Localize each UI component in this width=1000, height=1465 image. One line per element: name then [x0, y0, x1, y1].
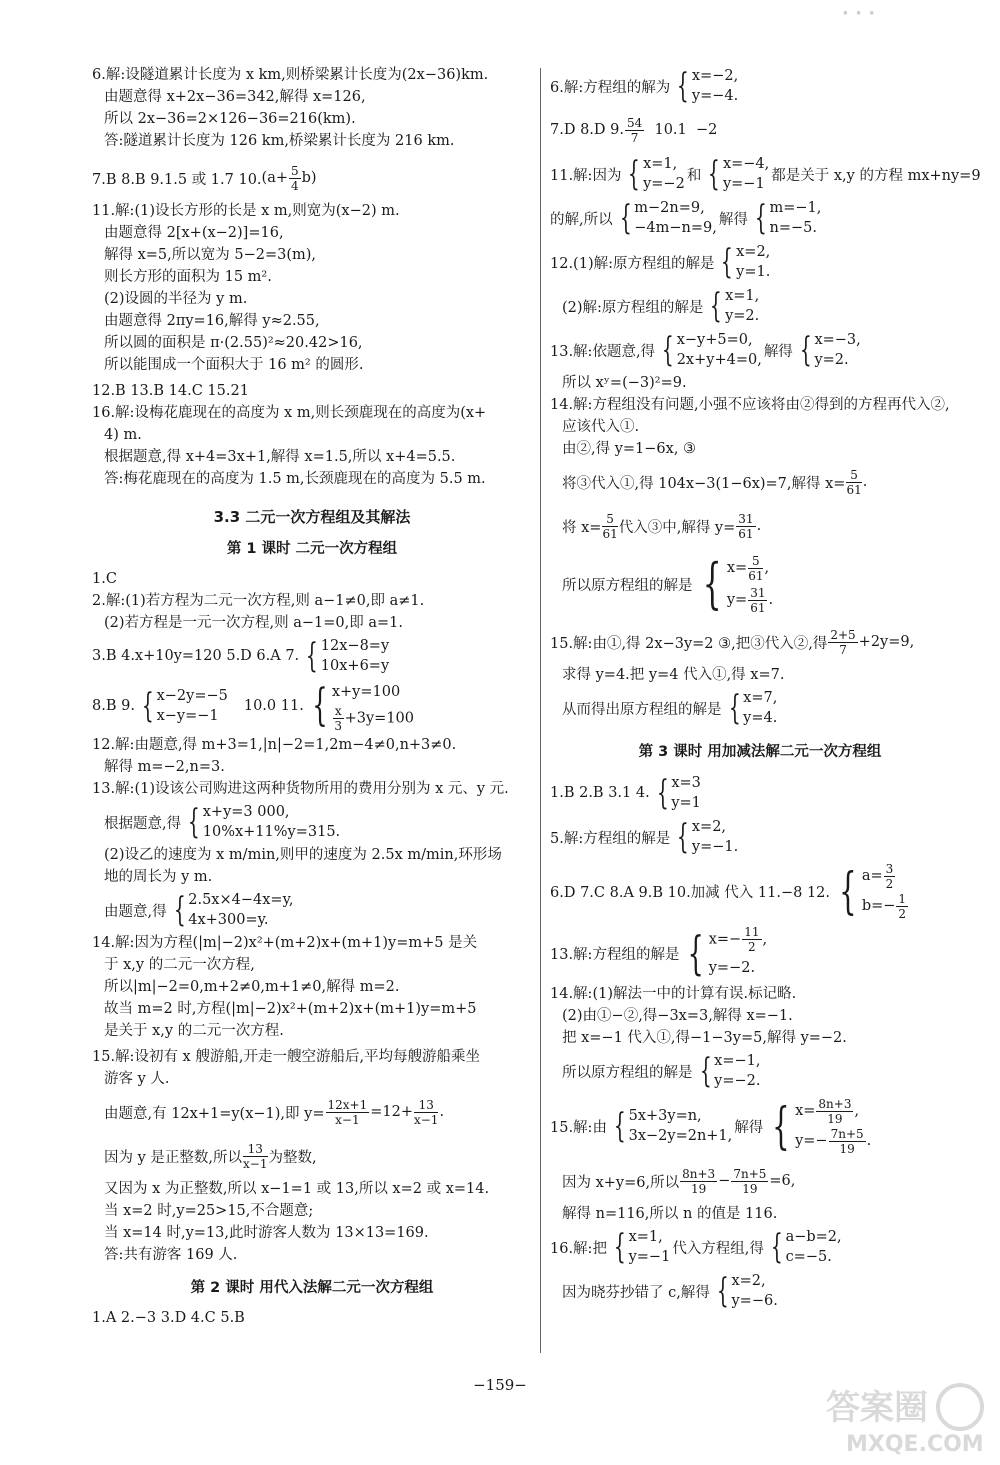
text-row [550, 548, 970, 620]
answer-1-4 [550, 771, 970, 815]
text-row [550, 196, 970, 240]
answer-13: 13.解:(1)设该公司购进这两种货物所用的费用分别为 x 元、y 元. [92, 781, 509, 797]
text-line: 根据题意,得 x+4=3x+1,解得 x=1.5,所以 x+4=5.5. [104, 449, 456, 465]
equation-system: { m=−1, n=−5. [754, 198, 822, 238]
eq-line: x=1, [725, 288, 760, 304]
frac-den: 3 [334, 718, 343, 733]
text-line: 把 x=−1 代入①,得−1−3y=5,解得 y=−2. [562, 1030, 847, 1046]
fraction [326, 1098, 370, 1127]
text-span: b=− [861, 898, 896, 914]
eq-line: y=−1 [628, 1249, 671, 1265]
frac-num: 31 [750, 585, 766, 600]
frac-den: 61 [748, 568, 764, 583]
eq-line: x=3 [671, 775, 701, 791]
text-span: 因为晓芬抄错了 c,解得 [562, 1284, 710, 1301]
answer-11 [550, 152, 981, 196]
frac-num: 8n+3 [682, 1166, 716, 1181]
text-span: 都是关于 x,y 的方程 mx+ny=9 [771, 167, 981, 184]
answer-13 [550, 923, 970, 983]
text-span: 的解,所以 [550, 211, 613, 228]
eq-line: y=4. [743, 710, 778, 726]
text-line: 答:隧道累计长度为 126 km,桥梁累计长度为 216 km. [104, 133, 455, 149]
frac-den: 19 [827, 1111, 843, 1126]
equation-system: { x=−2, y=−4. [677, 66, 739, 106]
frac-num: 54 [626, 115, 643, 130]
equation-system: { x−y+5=0, 2x+y+4=0, [661, 330, 762, 370]
frac-den: 61 [602, 526, 618, 541]
equation-system: { a−b=2, c=−5. [770, 1227, 842, 1267]
text-span: 12.(1)解:原方程组的解是 [550, 255, 715, 272]
equation-system: { 2.5x×4−4x=y, 4x+300=y. [173, 890, 294, 930]
eq-line: n=−5. [769, 220, 817, 236]
eq-line: m−2n=9, [634, 200, 705, 216]
text-span: 3.B 4.x+10y=120 5.D 6.A 7. [92, 648, 300, 664]
text-line: 6.解:设隧道累计长度为 x km,则桥梁累计长度为(2x−36)km. [92, 67, 489, 83]
frac-den: 2 [748, 939, 756, 954]
text-span: x= [795, 1103, 816, 1119]
text-span: =6, [769, 1173, 796, 1189]
eq-line: x=−1, [714, 1053, 761, 1069]
text-line: (2)设圆的半径为 y m. [104, 291, 248, 307]
text-span: 将③代入①,得 104x−3(1−6x)=7,解得 x= [562, 475, 846, 492]
eq-line: x−y=−1 [156, 708, 219, 724]
answer-14 [92, 932, 532, 1042]
answer-11 [92, 200, 532, 376]
text-span: 因为 x+y=6,所以 [562, 1174, 680, 1191]
frac-den: 61 [750, 600, 766, 615]
text-span: 15.解:由 [550, 1119, 607, 1136]
equation-system: { x=1, y=−2 [628, 154, 685, 194]
eq-line: x=−4, [722, 156, 770, 172]
text-line: 14.解:因为方程(|m|−2)x²+(m+2)x+(m+1)y=m+5 是关 [92, 935, 478, 951]
text-span: y= [726, 592, 748, 608]
eq-line: x=2, [736, 244, 771, 260]
eq-line: x= $\frac{8n+3}{19}$ , [795, 1096, 860, 1126]
text-span: 6.解:方程组的解为 [550, 79, 671, 96]
text-span: 根据题意,得 [104, 815, 182, 832]
fraction [289, 164, 301, 193]
text-span: 5.解:方程组的解是 [550, 830, 671, 847]
answer-15 [550, 1093, 970, 1159]
text-row [92, 888, 532, 932]
eq-line: 2x+y+4=0, [676, 352, 762, 368]
eq-line: 10x+6=y [320, 658, 390, 674]
frac-num: x [334, 703, 342, 718]
text-span: 6.D 7.C 8.A 9.B 10.加减 代入 11.−8 12. [550, 884, 831, 901]
frac-den: x−1 [413, 1112, 439, 1127]
text-span: 13.解:方程组的解是 [550, 946, 680, 963]
text-row: 由题意,有 12x+1=y(x−1),即 y= $\frac{12x+1}{x-1}$ =12+ $\frac{13}{x-1}$ . [104, 1097, 445, 1127]
eq-line: y=−2 [643, 176, 685, 192]
frac-num: 5 [291, 163, 299, 178]
eq-line: x=−3, [814, 332, 861, 348]
eq-line: m=−1, [769, 200, 822, 216]
text-line: 地的周长为 y m. [104, 869, 213, 885]
frac-den: 61 [738, 526, 754, 541]
answer-6 [550, 64, 970, 108]
text-span: b) [301, 170, 317, 186]
equation-system: { x=−4, y=−1 [708, 154, 770, 194]
frac-den: x−1 [335, 1112, 360, 1127]
eq-line: x+y=100 [331, 683, 401, 700]
equation-system: { a= $\frac{3}{2}$ b=− $\frac{1}{2}$ [832, 860, 909, 922]
equation-system: { m−2n=9, −4m−n=9, [619, 198, 717, 238]
text-line: 答:梅花鹿现在的高度为 1.5 m,长颈鹿现在的高度为 5.5 m. [104, 471, 486, 487]
frac-den: 19 [691, 1181, 707, 1196]
answer-8-11 [92, 678, 532, 734]
equation-system: { 12x−8=y 10x+6=y [306, 636, 390, 676]
text-span: 由题意,得 [104, 903, 167, 920]
text-span: +2y=9, [858, 634, 915, 650]
frac-num: 5 [602, 512, 617, 527]
eq-line: 4x+300=y. [188, 912, 269, 928]
text-line: 游客 y 人. [104, 1071, 170, 1087]
frac-num: 5 [846, 468, 861, 483]
eq-line [862, 891, 909, 921]
frac-num: 13 [414, 1098, 438, 1113]
text-span: 1.B 2.B 3.1 4. [550, 785, 650, 801]
lesson-title: 第 3 课时 用加减法解二元一次方程组 [638, 744, 882, 760]
equation-system: { x=2, y=−1. [677, 817, 739, 857]
eq-line [332, 704, 414, 733]
answer-5 [550, 815, 970, 859]
text-span: (a+ [261, 170, 288, 186]
text-line: 解得 x=5,所以宽为 5−2=3(m), [104, 247, 317, 263]
eq-line: x=2, [691, 819, 727, 835]
left-column [92, 64, 532, 1329]
text-line: 所以能围成一个面积大于 16 m² 的圆形. [104, 357, 364, 373]
text-span: 13.解:依题意,得 [550, 343, 656, 360]
text-span: 解得 [763, 343, 793, 360]
answer-1: 1.C [92, 571, 117, 587]
answer-7-10 [550, 108, 970, 152]
equation-system: { x=7, y=4. [728, 688, 778, 728]
frac-num: 12x+1 [327, 1097, 368, 1112]
text-span: 代入③中,解得 y= [618, 519, 736, 536]
eq-line: 2.5x×4−4x=y, [188, 892, 294, 908]
text-line: 11.解:(1)设长方形的长是 x m,则宽为(x−2) m. [92, 203, 400, 219]
text-span: 将 x= [562, 519, 602, 536]
frac-den: x−1 [243, 1156, 268, 1171]
eq-line: y=2. [725, 308, 760, 324]
text-span: =12+ [370, 1104, 413, 1120]
eq-line: x−2y=−5 [156, 688, 228, 704]
text-row [92, 800, 532, 844]
frac-num: 13 [243, 1142, 267, 1157]
eq-line: 3x−2y=2n+1, [628, 1128, 733, 1144]
text-row [550, 1269, 970, 1313]
text-line: 答:共有游客 169 人. [104, 1247, 238, 1263]
frac-num: 1 [898, 891, 907, 906]
text-span: 和 [686, 167, 702, 184]
text-line: 是关于 x,y 的二元一次方程. [104, 1023, 284, 1039]
eq-line [862, 861, 909, 891]
equation-system: { x+y=100 $\frac{x}{3}$ +3y=100 [312, 680, 415, 733]
text-line: 由题意得 2πy=16,解得 y≈2.55, [104, 313, 320, 329]
fraction [602, 512, 617, 541]
text-line: 故当 m=2 时,方程(|m|−2)x²+(m+2)x+(m+1)y=m+5 [104, 1001, 477, 1017]
answer-14: 14.解:(1)解法一中的计算有误.标记略. [550, 986, 797, 1002]
text-line: 由题意得 x+2x−36=342,解得 x=126, [104, 89, 366, 105]
text-span: 为整数, [268, 1149, 317, 1166]
frac-num: 8n+3 [818, 1096, 852, 1111]
text-span: 所以原方程组的解是 [562, 1064, 693, 1081]
eq-line: x=7, [743, 690, 778, 706]
eq-line: y=−2. [714, 1073, 761, 1089]
frac-den: 19 [839, 1141, 855, 1156]
text-span: y=− [795, 1133, 828, 1149]
text-span: x= [726, 560, 748, 576]
answer-13 [550, 328, 970, 372]
text-line: (2)设乙的速度为 x m/min,则甲的速度为 2.5x m/min,环形场 [104, 847, 502, 863]
equation-system: { x=2, y=1. [721, 242, 771, 282]
lesson-title: 第 1 课时 二元一次方程组 [226, 541, 398, 557]
text-span: (2)解:原方程组的解是 [562, 299, 704, 316]
equation-system: { x−2y=−5 x−y=−1 [141, 686, 228, 726]
eq-line: y=− $\frac{7n+5}{19}$ . [795, 1126, 872, 1156]
text-span: − [718, 1173, 731, 1189]
text-line: 4) m. [104, 427, 142, 443]
frac-num: 7n+5 [733, 1166, 767, 1181]
text-span: 11.解:因为 [550, 167, 622, 184]
text-row [550, 1049, 970, 1093]
equation-system: { 5x+3y=n, 3x−2y=2n+1, [613, 1106, 733, 1146]
answer-12-15: 12.B 13.B 14.C 15.21 [92, 383, 249, 399]
answer-16 [550, 1225, 970, 1269]
text-span: 7.B 8.B 9.1.5 或 1.7 10. [92, 171, 262, 188]
eq-line: 12x−8=y [320, 638, 390, 654]
text-line: 当 x=2 时,y=25>15,不合题意; [104, 1203, 314, 1219]
text-span: 从而得出原方程组的解是 [562, 701, 722, 718]
watermark-url: MXQE.COM [846, 1432, 984, 1457]
text-line: (2)由①−②,得−3x=3,解得 x=−1. [562, 1008, 793, 1024]
equation-system: { x=− $\frac{11}{2}$ , y=−2. [688, 924, 768, 980]
eq-line: x=− $\frac{11}{2}$ , [708, 924, 768, 954]
text-span: +3y=100 [344, 710, 415, 726]
fraction [680, 1167, 717, 1196]
equation-system: { x=−1, y=−2. [699, 1051, 761, 1091]
eq-line: y=1 [671, 795, 701, 811]
frac-num: 2+5 [830, 627, 856, 642]
answer-2: 2.解:(1)若方程为二元一次方程,则 a−1≠0,即 a≠1. [92, 593, 425, 609]
fraction [846, 468, 861, 497]
eq-line: x=−2, [691, 68, 739, 84]
text-line: 解得 n=116,所以 n 的值是 116. [562, 1206, 778, 1222]
answer-6-12 [550, 859, 970, 923]
equation-system: { x=1, y=−1 [613, 1227, 671, 1267]
text-line: 求得 y=4.把 y=4 代入①,得 x=7. [562, 667, 785, 683]
answer-6 [92, 64, 532, 152]
text-line: 所以 2x−36=2×126−36=216(km). [104, 111, 356, 127]
equation-system: { x= $\frac{5}{61}$ , y= $\frac{31}{61}$ . [702, 552, 774, 615]
fraction [828, 628, 857, 657]
text-span: 所以原方程组的解是 [562, 577, 693, 594]
text-line: 则长方形的面积为 15 m². [104, 269, 272, 285]
text-line: 16.解:设梅花鹿现在的高度为 x m,则长颈鹿现在的高度为(x+ [92, 405, 487, 421]
fraction [243, 1142, 267, 1171]
text-line: 于 x,y 的二元一次方程, [104, 957, 255, 973]
text-line: 由题意得 2[x+(x−2)]=16, [104, 225, 284, 241]
text-span: 15.解:由①,得 2x−3y=2 ③,把③代入②,得 [550, 635, 828, 652]
eq-line: a−b=2, [785, 1229, 842, 1245]
eq-line: y= $\frac{31}{61}$ . [726, 585, 774, 615]
answer-12: 12.解:由题意,得 m+3=1,|n|−2=1,2m−4≠0,n+3≠0. [92, 737, 457, 753]
frac-den: 61 [846, 482, 862, 497]
site-watermark [816, 1379, 986, 1457]
watermark-text: 答案圈 [826, 1388, 928, 1428]
text-span: 10.1 −2 [645, 122, 718, 138]
frac-den: 7 [839, 642, 847, 657]
text-span: 10.0 11. [243, 698, 304, 714]
frac-num: 31 [738, 511, 754, 526]
frac-den: 2 [898, 906, 907, 921]
text-span: 解得 [718, 211, 748, 228]
eq-line: −4m−n=9, [634, 220, 717, 236]
equation-system: { x=−3, y=2. [799, 330, 861, 370]
text-line: 所以|m|−2=0,m+2≠0,m+1≠0,解得 m=2. [104, 979, 400, 995]
answer-1-5: 1.A 2.−3 3.D 4.C 5.B [92, 1310, 245, 1326]
eq-line: y=−4. [691, 88, 739, 104]
text-span: 解得 [734, 1119, 764, 1136]
frac-num: 3 [885, 861, 894, 876]
eq-line: x= $\frac{5}{61}$ , [726, 553, 770, 583]
watermark-logo-icon [816, 1379, 986, 1457]
text-line: 所以 xʸ=(−3)²=9. [562, 375, 687, 391]
lesson-title: 第 2 课时 用代入法解二元一次方程组 [190, 1280, 434, 1296]
text-line: 由②,得 y=1−6x, ③ [562, 441, 697, 457]
text-span: 因为 y 是正整数,所以 [104, 1149, 243, 1166]
frac-den: 7 [630, 130, 639, 145]
frac-num: 7n+5 [830, 1126, 864, 1141]
answer-14: 14.解:方程组没有问题,小强不应该将由②得到的方程再代入②, [550, 397, 950, 413]
fraction [736, 512, 755, 541]
text-span: a= [861, 868, 883, 884]
fraction [731, 1167, 768, 1196]
eq-line: y=−2. [708, 959, 756, 976]
eq-line: y=−1. [691, 839, 739, 855]
frac-den: 4 [291, 178, 299, 193]
text-line: 又因为 x 为正整数,所以 x−1=1 或 13,所以 x=2 或 x=14. [104, 1181, 490, 1197]
section-title: 3.3 二元一次方程组及其解法 [213, 508, 411, 526]
text-line: 当 x=14 时,y=13,此时游客人数为 13×13=169. [104, 1225, 429, 1241]
eq-line: x−y+5=0, [676, 332, 753, 348]
page-number: −159− [473, 1376, 527, 1394]
answer-16 [92, 402, 532, 490]
eq-line: c=−5. [785, 1249, 832, 1265]
text-row: 将③代入①,得 104x−3(1−6x)=7,解得 x= $\frac{5}{61}$ . [562, 467, 868, 497]
text-row [550, 1159, 970, 1203]
answer-15 [550, 620, 970, 664]
text-row [550, 686, 970, 730]
frac-num: 5 [748, 554, 763, 569]
text-line: (2)若方程是一元一次方程,则 a−1=0,即 a=1. [104, 615, 403, 631]
frac-num: 11 [744, 924, 760, 939]
answer-12-1 [550, 240, 970, 284]
fraction [625, 116, 644, 145]
answer-3-7 [92, 634, 532, 678]
text-span: 7.D 8.D 9. [550, 122, 624, 138]
eq-line: x=2, [731, 1273, 766, 1289]
eq-line: y=−1 [722, 176, 765, 192]
right-column [550, 64, 981, 1313]
text-span: x=− [708, 931, 742, 947]
eq-line: y=−6. [731, 1293, 778, 1309]
answer-12-2 [550, 284, 970, 328]
frac-den: 19 [742, 1181, 758, 1196]
frac-den: 2 [885, 876, 894, 891]
eq-line: 5x+3y=n, [628, 1108, 702, 1124]
text-span: 16.解:把 [550, 1240, 607, 1257]
column-divider [540, 68, 541, 1353]
text-line: 应该代入①. [562, 419, 640, 435]
eq-line: 10%x+11%y=315. [202, 824, 341, 840]
fraction [414, 1098, 438, 1127]
text-row [92, 1134, 532, 1178]
text-row: 将 x= $\frac{5}{61}$ 代入③中,解得 y= $\frac{31}{61}$ . [562, 511, 762, 541]
eq-line: x=1, [628, 1229, 663, 1245]
text-span: 由题意,有 12x+1=y(x−1),即 y= [104, 1105, 325, 1122]
answer-7-10 [92, 156, 532, 200]
equation-system: { x=3 y=1 [656, 773, 701, 813]
top-faint-watermark: · · · [842, 2, 876, 24]
answer-15: 15.解:设初有 x 艘游船,开走一艘空游船后,平均每艘游船乘坐 [92, 1049, 481, 1065]
text-span: 8.B 9. [92, 698, 135, 714]
equation-system: { x=2, y=−6. [716, 1271, 778, 1311]
eq-line: y=2. [814, 352, 849, 368]
eq-line: x+y=3 000, [202, 804, 290, 820]
eq-line: x=1, [643, 156, 678, 172]
eq-line: y=1. [736, 264, 771, 280]
text-line: 解得 m=−2,n=3. [104, 759, 225, 775]
equation-system: { x=1, y=2. [710, 286, 760, 326]
equation-system: { x= $\frac{8n+3}{19}$ , y=− $\frac{7n+5}{19}$ . [772, 1096, 872, 1156]
text-span: 代入方程组,得 [672, 1240, 764, 1257]
equation-system: { x+y=3 000, 10%x+11%y=315. [187, 802, 341, 842]
text-line: 所以圆的面积是 π·(2.55)²≈20.42>16, [104, 335, 363, 351]
